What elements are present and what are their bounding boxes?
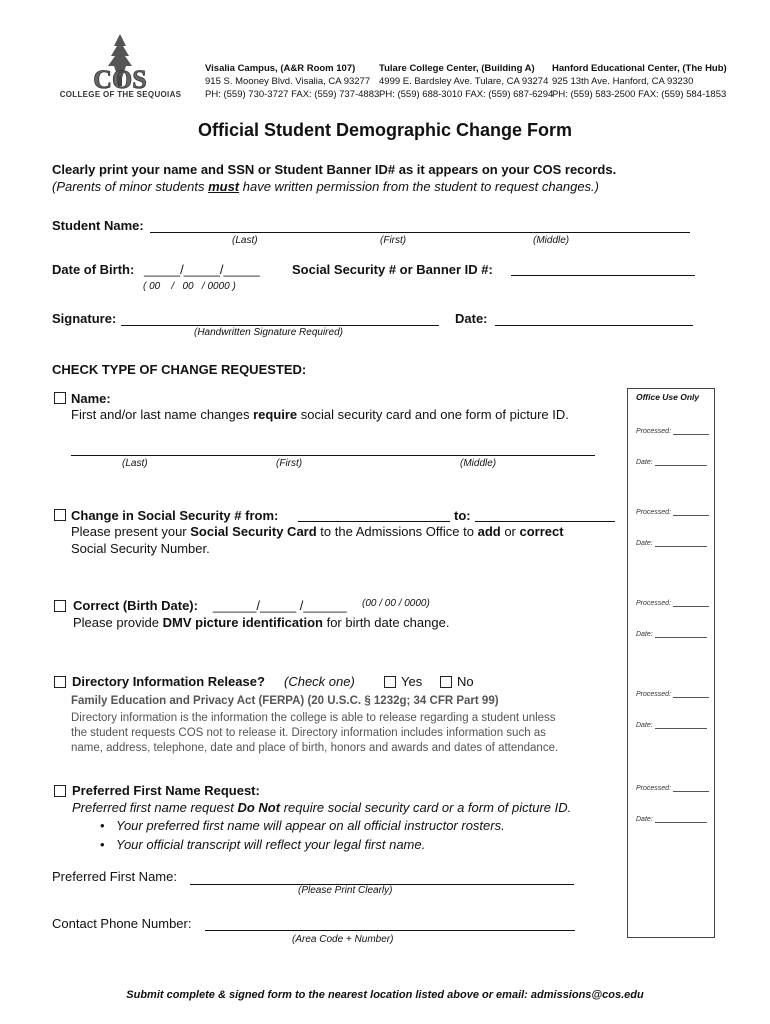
contact-phone-field[interactable]: [205, 930, 575, 931]
new-name-middle-hint: (Middle): [460, 458, 497, 469]
ssn-to-label: to:: [454, 508, 471, 523]
ssn-change-checkbox[interactable]: [54, 509, 66, 521]
intro-text: (Parents of minor students: [52, 179, 209, 194]
dob-change-field[interactable]: ______/_____ /______: [213, 598, 347, 613]
location-address: 915 S. Mooney Blvd. Visalia, CA 93277: [205, 76, 371, 87]
office-date-5: [636, 816, 707, 823]
ssn-field[interactable]: [511, 275, 695, 276]
student-name-middle-hint: (Middle): [533, 235, 570, 246]
intro-text: have written permission from the student to request changes.): [239, 179, 599, 194]
date-label: Date:: [636, 816, 653, 823]
desc-text: social security card and one form of picture ID.: [297, 407, 569, 422]
date-label: Date:: [636, 540, 653, 547]
desc-text: require social security card or a form of picture ID.: [280, 800, 572, 815]
ssn-to-field[interactable]: [475, 521, 615, 522]
location-visalia: [205, 62, 380, 101]
ssn-from-field[interactable]: [298, 521, 450, 522]
desc-bold: Social Security Card: [190, 524, 317, 539]
name-change-label: Name:: [71, 391, 111, 406]
desc-text: Please present your: [71, 524, 191, 539]
ssn-change-desc-1: [71, 524, 564, 539]
dob-change-label: Correct (Birth Date):: [73, 598, 198, 613]
ssn-change-label: Change in Social Security # from:: [71, 508, 279, 523]
office-processed-4: [636, 691, 709, 698]
new-name-last-hint: (Last): [122, 458, 148, 469]
date-label: Date:: [636, 631, 653, 638]
office-date-4: [636, 722, 707, 729]
date-label: Date:: [636, 459, 653, 466]
ssn-change-desc-2: Social Security Number.: [71, 541, 210, 556]
location-phone: PH: (559) 688-3010 FAX: (559) 687-6294: [379, 89, 554, 100]
intro-line-1: Clearly print your name and SSN or Student Banner ID# as it appears on your COS records.: [52, 162, 617, 177]
dob-change-desc: [73, 615, 449, 630]
processed-label: Processed:: [636, 600, 672, 607]
office-processed-2: [636, 509, 709, 516]
location-tulare: [379, 62, 554, 101]
student-name-last-hint: (Last): [232, 235, 258, 246]
directory-release-checkbox[interactable]: [54, 676, 66, 688]
desc-text: for birth date change.: [322, 615, 450, 630]
preferred-name-desc: [72, 800, 571, 815]
office-processed-3: [636, 600, 709, 607]
contact-phone-label: Contact Phone Number:: [52, 916, 192, 931]
location-hanford: [552, 62, 732, 101]
location-address: 4999 E. Bardsley Ave. Tulare, CA 93274: [379, 76, 549, 87]
office-use-box: [627, 388, 715, 938]
processed-label: Processed:: [636, 509, 672, 516]
logo-name: COLLEGE OF THE SEQUOIAS: [59, 90, 182, 99]
directory-yes-label: Yes: [401, 674, 423, 689]
preferred-name-label: Preferred First Name Request:: [72, 783, 260, 798]
office-date-2: [636, 540, 707, 547]
preferred-name-bullets: [100, 816, 505, 854]
intro-emphasis: must: [208, 179, 240, 194]
student-name-label: Student Name:: [52, 218, 144, 233]
name-change-checkbox[interactable]: [54, 392, 66, 404]
preferred-first-name-hint: (Please Print Clearly): [298, 885, 393, 896]
ssn-label: Social Security # or Banner ID #:: [292, 262, 493, 277]
contact-phone-hint: (Area Code + Number): [292, 934, 394, 945]
desc-bold: DMV picture identification: [162, 615, 323, 630]
directory-text-2: the student requests COS not to release it. Directory information includes information such as: [71, 727, 546, 739]
dob-hint: ( 00 / 00 / 0000 ): [143, 281, 236, 292]
signature-hint: (Handwritten Signature Required): [194, 327, 343, 338]
processed-label: Processed:: [636, 691, 672, 698]
directory-check-one: (Check one): [284, 674, 355, 689]
intro-line-2: [52, 179, 599, 194]
desc-bold: correct: [519, 524, 564, 539]
directory-yes-checkbox[interactable]: [384, 676, 396, 688]
check-type-heading: CHECK TYPE OF CHANGE REQUESTED:: [52, 362, 307, 377]
signature-date-label: Date:: [455, 311, 488, 326]
desc-bold: add: [477, 524, 501, 539]
dob-field[interactable]: _____/_____/_____: [144, 262, 260, 277]
form-title: Official Student Demographic Change Form: [197, 120, 573, 140]
processed-label: Processed:: [636, 428, 672, 435]
bullet-item: • Your official transcript will reflect your legal first name.: [100, 835, 505, 854]
ferpa-heading: Family Education and Privacy Act (FERPA) (20 U.S.C. § 1232g; 34 CFR Part 99): [71, 695, 499, 707]
directory-no-checkbox[interactable]: [440, 676, 452, 688]
directory-text-3: name, address, telephone, date and place of birth, honors and awards and dates of attendance.: [71, 742, 559, 754]
preferred-first-name-label: Preferred First Name:: [52, 869, 177, 884]
preferred-name-checkbox[interactable]: [54, 785, 66, 797]
office-processed-1: [636, 428, 709, 435]
bullet-item: • Your preferred first name will appear on all official instructor rosters.: [100, 816, 505, 835]
desc-text: Preferred first name request: [72, 800, 238, 815]
office-use-title: Office Use Only: [636, 392, 700, 402]
location-name: Visalia Campus, (A&R Room 107): [205, 63, 356, 74]
dob-change-hint: (00 / 00 / 0000): [362, 598, 430, 609]
dob-label: Date of Birth:: [52, 262, 135, 277]
signature-date-field[interactable]: [495, 325, 693, 326]
desc-text: Please provide: [73, 615, 163, 630]
new-name-first-hint: (First): [276, 458, 303, 469]
student-name-field[interactable]: [150, 232, 690, 233]
location-phone: PH: (559) 730-3727 FAX: (559) 737-4883: [205, 89, 380, 100]
new-name-field[interactable]: [71, 455, 595, 456]
location-phone: PH: (559) 583-2500 FAX: (559) 584-1853: [552, 89, 727, 100]
student-name-first-hint: (First): [380, 235, 407, 246]
location-address: 925 13th Ave. Hanford, CA 93230: [552, 76, 694, 87]
desc-bold: Do Not: [237, 800, 281, 815]
office-date-1: [636, 459, 707, 466]
signature-label: Signature:: [52, 311, 117, 326]
directory-release-label: Directory Information Release?: [72, 674, 265, 689]
desc-text: to the Admissions Office to: [316, 524, 478, 539]
dob-change-checkbox[interactable]: [54, 600, 66, 612]
desc-text: or: [500, 524, 520, 539]
signature-field[interactable]: [121, 325, 439, 326]
date-label: Date:: [636, 722, 653, 729]
location-name: Hanford Educational Center, (The Hub): [552, 63, 727, 74]
processed-label: Processed:: [636, 785, 672, 792]
desc-text: First and/or last name changes: [71, 407, 254, 422]
directory-no-label: No: [457, 674, 474, 689]
office-processed-5: [636, 785, 709, 792]
office-date-3: [636, 631, 707, 638]
location-name: Tulare College Center, (Building A): [379, 63, 535, 74]
directory-text-1: Directory information is the information the college is able to release regarding a student unless: [71, 712, 556, 724]
name-change-desc: [71, 407, 569, 422]
desc-bold: require: [253, 407, 298, 422]
footer-instructions: Submit complete & signed form to the nearest location listed above or email: admissions@cos.edu: [126, 989, 644, 1001]
logo-abbr: COS: [93, 65, 147, 94]
